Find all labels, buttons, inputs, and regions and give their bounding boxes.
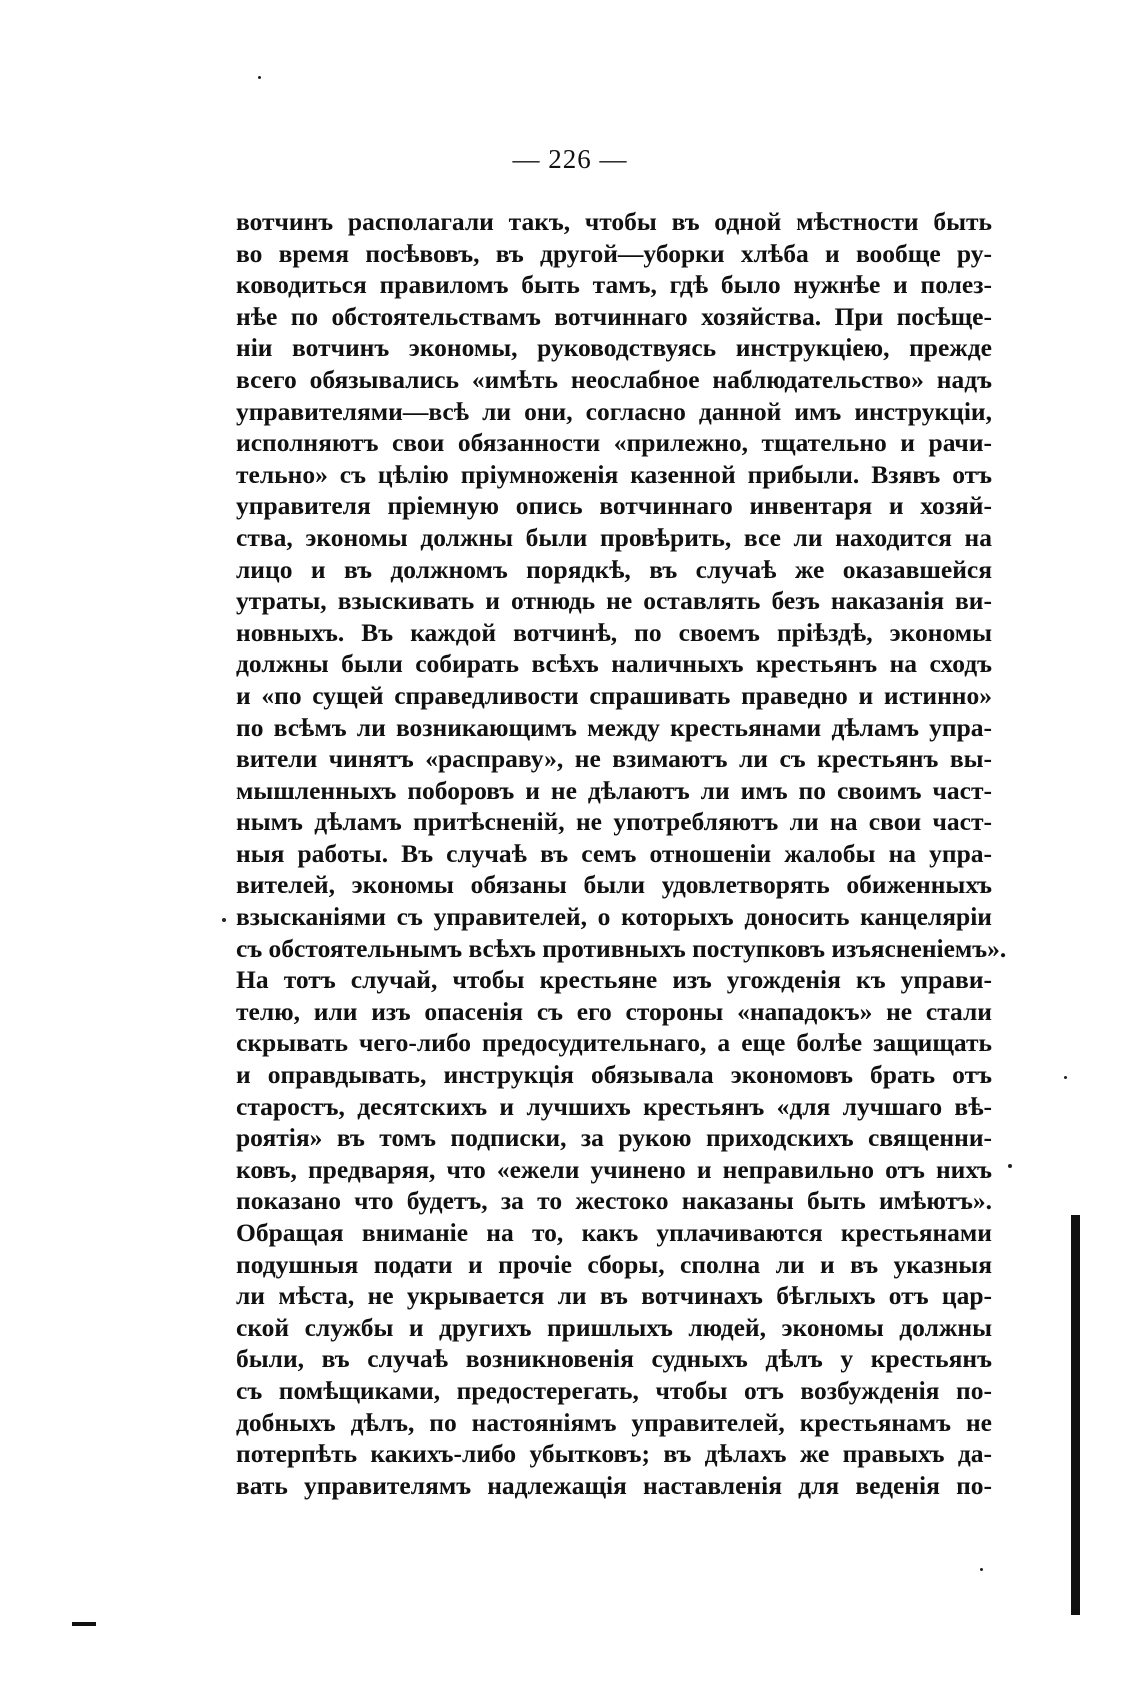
text-line: вать управителямъ надлежащія наставленія для веденія по-	[236, 1470, 992, 1500]
text-line: съ помѣщиками, предостерегать, чтобы отъ возбужденія по-	[236, 1375, 992, 1405]
text-line: ковъ, предваряя, что «ежели учинено и неправильно отъ нихъ	[236, 1154, 992, 1184]
text-line: всего обязывались «имѣть неослабное наблюдательство» надъ	[236, 364, 992, 394]
text-line: лицо и въ должномъ порядкѣ, въ случаѣ же оказавшейся	[236, 554, 992, 584]
text-line: вители чинятъ «расправу», не взимаютъ ли съ крестьянъ вы-	[236, 744, 992, 774]
text-line: потерпѣть какихъ-либо убытковъ; въ дѣлахъ же правыхъ да-	[236, 1439, 992, 1469]
text-line: вотчинъ располагали такъ, чтобы въ одной мѣстности быть	[236, 207, 992, 236]
scan-mark	[72, 1622, 96, 1626]
text-line: добныхъ дѣлъ, по настояніямъ управителей, крестьянамъ не	[236, 1407, 992, 1437]
text-line: исполняютъ свои обязанности «прилежно, тщательно и рачи-	[236, 428, 992, 458]
scan-speck	[1064, 1076, 1067, 1079]
page-number: — 226 —	[512, 144, 628, 174]
text-line: и «по сущей справедливости спрашивать праведно и истинно»	[236, 680, 992, 710]
text-line: ской службы и другихъ пришлыхъ людей, экономы должны	[236, 1312, 992, 1342]
text-line: телю, или изъ опасенія съ его стороны «нападокъ» не стали	[236, 996, 992, 1026]
text-line: Обращая вниманіе на то, какъ уплачиваются крестьянами	[236, 1218, 992, 1247]
text-line: съ обстоятельнымъ всѣхъ противныхъ поступковъ изъясненіемъ».	[236, 933, 1007, 963]
text-line: показано что будетъ, за то жестоко наказаны быть имѣютъ».	[236, 1186, 992, 1216]
text-line: во время посѣвовъ, въ другой—уборки хлѣба и вообще ру-	[236, 238, 992, 268]
text-line: мышленныхъ поборовъ и не дѣлаютъ ли имъ по своимъ част-	[236, 775, 992, 805]
text-line: управителя пріемную опись вотчиннаго инвентаря и хозяй-	[236, 491, 992, 521]
text-line: ныя работы. Въ случаѣ въ семъ отношеніи жалобы на упра-	[236, 838, 992, 868]
text-line: новныхъ. Въ каждой вотчинѣ, по своемъ пріѣздѣ, экономы	[236, 617, 992, 647]
text-line: роятія» въ томъ подписки, за рукою приходскихъ священни-	[236, 1123, 992, 1153]
body-text	[236, 206, 1007, 1501]
text-line: ли мѣста, не укрывается ли въ вотчинахъ бѣглыхъ отъ цар-	[236, 1281, 992, 1311]
text-line: нымъ дѣламъ притѣсненій, не употребляютъ ли на свои част-	[236, 807, 992, 837]
scan-speck	[222, 918, 226, 922]
text-line: На тотъ случай, чтобы крестьяне изъ угожденія къ управи-	[236, 965, 992, 995]
scan-speck	[1008, 1164, 1012, 1168]
scan-edge-bar	[1071, 1215, 1080, 1615]
text-line: вителей, экономы обязаны были удовлетворять обиженныхъ	[236, 870, 992, 900]
text-line: были, въ случаѣ возникновенія судныхъ дѣлъ у крестьянъ	[236, 1344, 992, 1374]
text-line: старостъ, десятскихъ и лучшихъ крестьянъ «для лучшаго вѣ-	[236, 1091, 992, 1121]
text-line: утраты, взыскивать и отнюдь не оставлять безъ наказанія ви-	[236, 586, 992, 616]
text-line: ководиться правиломъ быть тамъ, гдѣ было нужнѣе и полез-	[236, 270, 992, 300]
scan-speck	[258, 76, 261, 79]
text-line: ства, экономы должны были провѣрить, все ли находится на	[236, 522, 992, 552]
text-line: ніи вотчинъ экономы, руководствуясь инструкціею, прежде	[236, 333, 992, 363]
text-line: нѣе по обстоятельствамъ вотчиннаго хозяйства. При посѣще-	[236, 301, 992, 331]
text-line: управителями—всѣ ли они, согласно данной имъ инструкціи,	[236, 396, 992, 426]
text-line: должны были собирать всѣхъ наличныхъ крестьянъ на сходъ	[236, 649, 992, 679]
text-line: и оправдывать, инструкція обязывала экономовъ брать отъ	[236, 1060, 992, 1090]
scan-speck	[980, 1568, 983, 1571]
text-line: подушныя подати и прочіе сборы, сполна ли и въ указныя	[236, 1249, 992, 1279]
text-line: скрывать чего-либо предосудительнаго, а еще болѣе защищать	[236, 1028, 992, 1058]
text-line: тельно» съ цѣлію пріумноженія казенной прибыли. Взявъ отъ	[236, 459, 992, 489]
text-line: взысканіями съ управителей, о которыхъ доносить канцеляріи	[236, 902, 992, 932]
text-line: по всѣмъ ли возникающимъ между крестьянами дѣламъ упра-	[236, 712, 992, 742]
